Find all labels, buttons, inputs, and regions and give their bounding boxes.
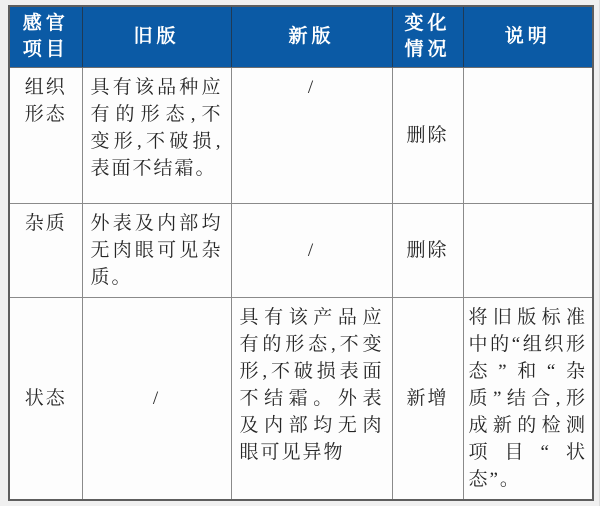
- cell-change-status: 新增: [392, 298, 463, 501]
- cell-item-name: 状态: [9, 298, 82, 501]
- cell-explanation: [463, 204, 593, 298]
- table-row-impurities: [9, 204, 593, 298]
- comparison-table: [8, 5, 594, 501]
- cell-old-version-text: 具有该品种应有的形态,不变形,不破损,表面不结霜。: [82, 68, 231, 204]
- col-header-sensory-item: 感官项目: [9, 6, 82, 68]
- cell-explanation: [463, 68, 593, 204]
- cell-old-version-text: /: [82, 298, 231, 501]
- cell-change-status: 删除: [392, 204, 463, 298]
- col-header-explanation: 说明: [463, 6, 593, 68]
- header-row: [9, 6, 593, 68]
- cell-item-name: 组织形态: [9, 68, 82, 204]
- cell-explanation: 将旧版标准中的“组织形态”和“杂质”结合,形成新的检测项目“状态”。: [463, 298, 593, 501]
- col-header-new-version: 新版: [231, 6, 392, 68]
- cell-new-version-text: /: [231, 204, 392, 298]
- cell-old-version-text: 外表及内部均无肉眼可见杂质。: [82, 204, 231, 298]
- cell-change-status: 删除: [392, 68, 463, 204]
- cell-new-version-text: /: [231, 68, 392, 204]
- col-header-change-status: 变化情况: [392, 6, 463, 68]
- cell-item-name: 杂质: [9, 204, 82, 298]
- table-row-state: [9, 298, 593, 501]
- cell-new-version-text: 具有该产品应有的形态,不变形,不破损表面不结霜。外表及内部均无肉眼可见异物: [231, 298, 392, 501]
- col-header-old-version: 旧版: [82, 6, 231, 68]
- table-row-organization-form: [9, 68, 593, 204]
